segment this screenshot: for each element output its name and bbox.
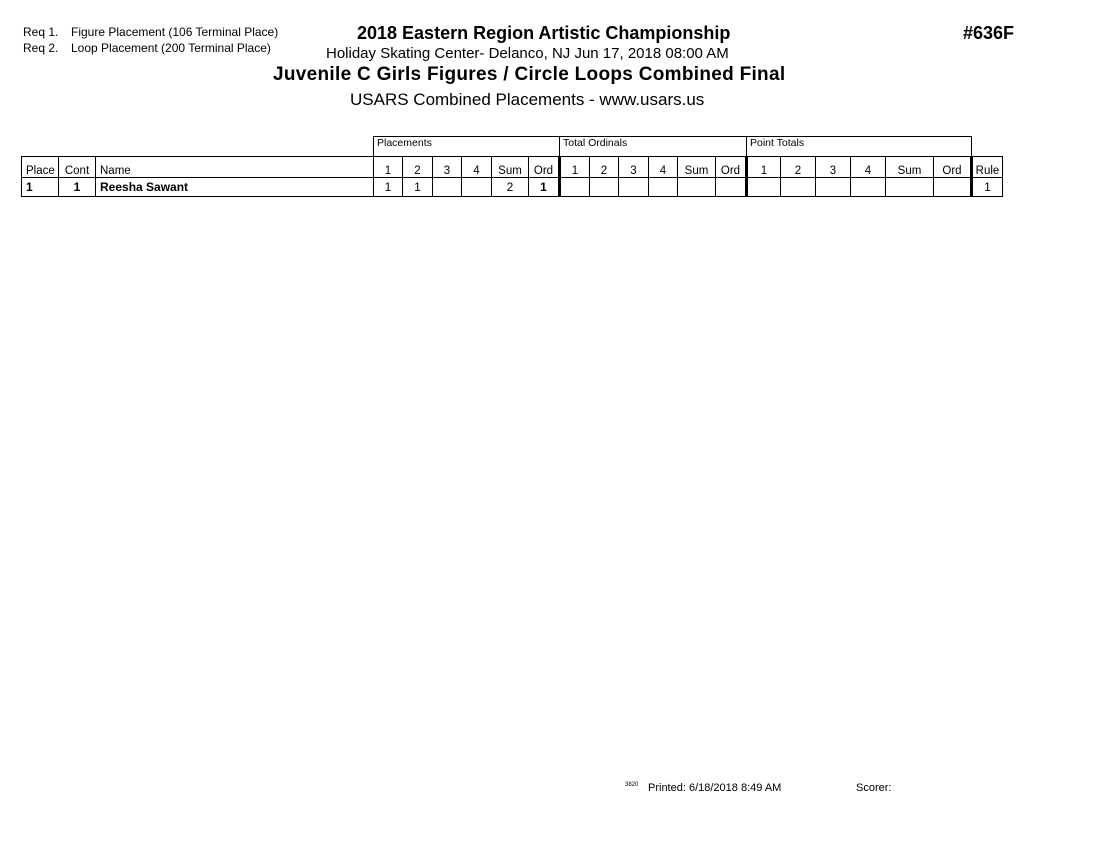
col-rule: Rule: [972, 157, 1003, 178]
col-points-ord: Ord: [934, 157, 972, 178]
col-ordinal-1: 1: [560, 157, 590, 178]
col-placement-4: 4: [462, 157, 492, 178]
cell-name: Reesha Sawant: [96, 178, 374, 197]
requirement-2-number: Req 2.: [23, 41, 59, 55]
footer-printed: Printed: 6/18/2018 8:49 AM: [648, 782, 782, 794]
table-row: [22, 178, 1003, 197]
cell-points-3: [816, 178, 851, 197]
requirement-2: [23, 40, 271, 56]
col-ordinal-sum: Sum: [678, 157, 716, 178]
event-subtitle: USARS Combined Placements - www.usars.us: [350, 90, 705, 109]
col-points-1: 1: [747, 157, 781, 178]
cell-points-ord: [934, 178, 972, 197]
cell-points-sum: [886, 178, 934, 197]
cell-ordinal-2: [590, 178, 619, 197]
cell-ordinal-4: [649, 178, 678, 197]
col-placement-3: 3: [433, 157, 462, 178]
cell-points-1: [747, 178, 781, 197]
col-place: Place: [22, 157, 59, 178]
cell-placement-3: [433, 178, 462, 197]
cell-placement-sum: 2: [492, 178, 529, 197]
cell-ordinal-sum: [678, 178, 716, 197]
col-ordinal-4: 4: [649, 157, 678, 178]
requirement-1-number: Req 1.: [23, 25, 59, 39]
col-points-3: 3: [816, 157, 851, 178]
cell-points-2: [781, 178, 816, 197]
cell-ordinal-ord: [716, 178, 747, 197]
group-total-ordinals: Total Ordinals: [560, 137, 747, 157]
cell-points-4: [851, 178, 886, 197]
col-ordinal-3: 3: [619, 157, 649, 178]
col-name: Name: [96, 157, 374, 178]
group-blank: [22, 137, 374, 157]
requirement-2-text: Loop Placement (200 Terminal Place): [71, 41, 271, 55]
group-blank-rule: [972, 137, 1003, 157]
cell-placement-2: 1: [403, 178, 433, 197]
footer-code: 3820: [625, 782, 639, 788]
group-header-row: [22, 137, 1003, 157]
col-placement-sum: Sum: [492, 157, 529, 178]
event-number: #636F: [963, 23, 1015, 43]
footer-scorer: Scorer:: [856, 782, 892, 794]
col-points-sum: Sum: [886, 157, 934, 178]
venue-line: Holiday Skating Center- Delanco, NJ Jun 17, 2018 08:00 AM: [326, 45, 729, 62]
cell-placement-1: 1: [374, 178, 403, 197]
col-placement-1: 1: [374, 157, 403, 178]
requirement-1-text: Figure Placement (106 Terminal Place): [71, 25, 279, 39]
group-placements: Placements: [374, 137, 560, 157]
event-title: Juvenile C Girls Figures / Circle Loops Combined Final: [273, 64, 786, 85]
group-point-totals: Point Totals: [747, 137, 972, 157]
col-points-4: 4: [851, 157, 886, 178]
cell-ordinal-3: [619, 178, 649, 197]
cell-ordinal-1: [560, 178, 590, 197]
col-ordinal-2: 2: [590, 157, 619, 178]
col-ordinal-ord: Ord: [716, 157, 747, 178]
cell-rule: 1: [972, 178, 1003, 197]
col-placement-ord: Ord: [529, 157, 560, 178]
column-header-row: [22, 157, 1003, 178]
cell-place: 1: [22, 178, 59, 197]
results-table: [21, 136, 1003, 197]
requirement-1: [23, 24, 278, 40]
col-points-2: 2: [781, 157, 816, 178]
col-cont: Cont: [59, 157, 96, 178]
cell-placement-4: [462, 178, 492, 197]
cell-placement-ord: 1: [529, 178, 560, 197]
championship-title: 2018 Eastern Region Artistic Championship: [357, 23, 731, 43]
col-placement-2: 2: [403, 157, 433, 178]
cell-cont: 1: [59, 178, 96, 197]
